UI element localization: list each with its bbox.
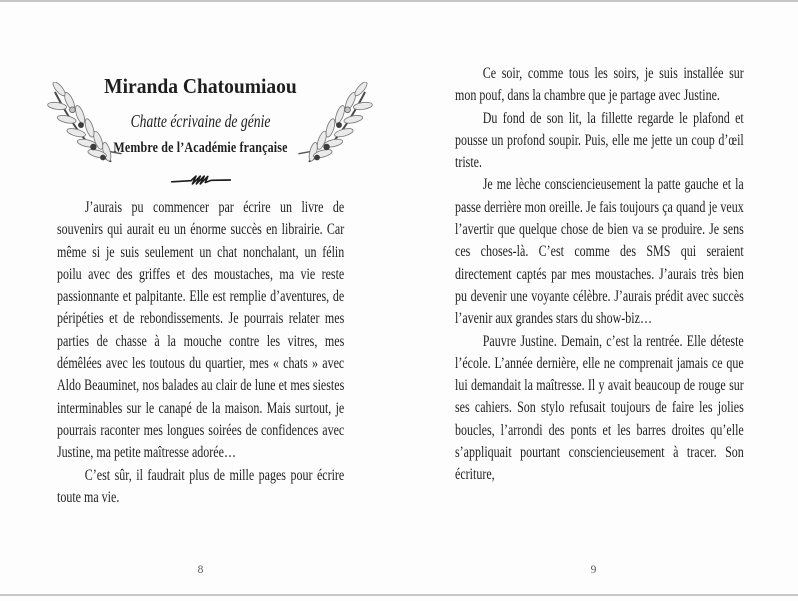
- page-right: [455, 0, 744, 601]
- author-affiliation: Membre de l’Académie française: [113, 140, 288, 156]
- page-number-right: 9: [590, 564, 597, 576]
- author-name: Miranda Chatoumiaou: [104, 74, 297, 98]
- body-paragraph: Je me lèche consciencieusement la patte gauche et la passe derrière mon oreille. Je fais toujours ça quand je veux l’avertir que quelque chose de bien va se produire. Je sens ces choses-là. C’est comme des SMS qui seraient directement captés par mes moustaches. J’aurais très bien pu devenir une voyante célèbre. J’aurais prédit avec succès l’avenir aux grandes stars du show-biz…: [455, 176, 744, 328]
- body-paragraph: Pauvre Justine. Demain, c’est la rentrée. Elle déteste l’école. L’année dernière, elle ne comprenait jamais ce que lui demandait la maîtresse. Il y avait beaucoup de rouge sur ses cahiers. Son stylo refusait toujours de faire les jolies boucles, l’arrondi des ponts et les barres droites qu’elle s’appliquait pourtant consciencieusement à tracer. Son écriture,: [455, 332, 744, 484]
- body-paragraph: Du fond de son lit, la fillette regarde le plafond et pousse un profond soupir. Puis, elle me jette un coup d’œil triste.: [455, 109, 744, 172]
- page-number-left: 8: [197, 564, 204, 576]
- body-paragraph: C’est sûr, il faudrait plus de mille pages pour écrire toute ma vie.: [57, 466, 345, 506]
- body-paragraph: J’aurais pu commencer par écrire un livre de souvenirs qui aurait eu un énorme succès en librairie. Car même si je suis seulement un chat nonchalant, un félin poilu avec des griffes et des moustaches, ma vie reste passionnante et palpitante. Elle est remplie d’aventures, de péripéties et de rebondissements. Je pourrais relater mes parties de chasse à la mouche contre les vitres, mes démêlées avec les toutous du quartier, mes « chats » avec Aldo Beauminet, nos balades au clair de lune et mes siestes interminables sur le canapé de la maison. Mais surtout, je pourrais raconter mes longues soirées de confidences avec Justine, ma petite maîtresse adorée…: [57, 199, 345, 462]
- author-subtitle: Chatte écrivaine de génie: [130, 111, 271, 131]
- body-paragraph: Ce soir, comme tous les soirs, je suis installée sur mon pouf, dans la chambre que je partage avec Justine.: [455, 65, 744, 105]
- right-page-text: [455, 63, 744, 487]
- knot-flourish-icon: [171, 170, 231, 190]
- left-page-text: [57, 197, 344, 509]
- page-left: [57, 0, 344, 601]
